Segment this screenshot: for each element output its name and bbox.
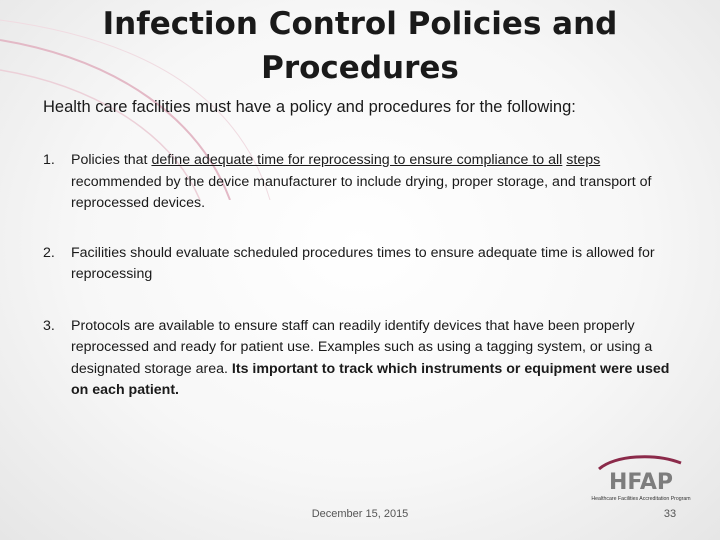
item-number: 1.: [43, 152, 55, 168]
item-text: Protocols are available to ensure staff can readily identify devices that have been properly reprocessed and ready for patient use. Examples such as using a tagging system, or using a designated storage area. Its important to track which instruments or equipment were used on each patient.: [71, 317, 670, 398]
list-item: [43, 316, 683, 402]
hfap-logo: [585, 455, 697, 505]
slide-title: [80, 2, 640, 90]
list-item: [43, 150, 683, 215]
svg-text:Healthcare Facilities Accredit: Healthcare Facilities Accreditation Program: [591, 496, 691, 502]
title-line-1: Infection Control Policies and: [102, 6, 618, 42]
svg-text:HFAP: HFAP: [608, 470, 674, 495]
title-line-2: Procedures: [261, 50, 459, 86]
footer-date: December 15, 2015: [311, 508, 409, 520]
item-number: 3.: [43, 317, 55, 334]
list-item: [43, 243, 683, 286]
item-text: Policies that define adequate time for reprocessing to ensure compliance to all steps recommended by the device manufacturer to include drying, proper storage, and transport of reprocessed devices.: [71, 152, 652, 211]
intro-text: Health care facilities must have a policy and procedures for the following:: [43, 98, 576, 116]
bold-text: Its important to track which instruments or equipment were used on each patient.: [71, 360, 670, 398]
page-number: 33: [663, 508, 677, 520]
item-text: Facilities should evaluate scheduled procedures times to ensure adequate time is allowed for reprocessing: [71, 244, 655, 282]
requirements-list: [43, 150, 683, 402]
underlined-text: define adequate time for reprocessing to ensure compliance to all: [151, 152, 563, 168]
item-number: 2.: [43, 244, 55, 261]
underlined-text: steps: [566, 152, 601, 168]
